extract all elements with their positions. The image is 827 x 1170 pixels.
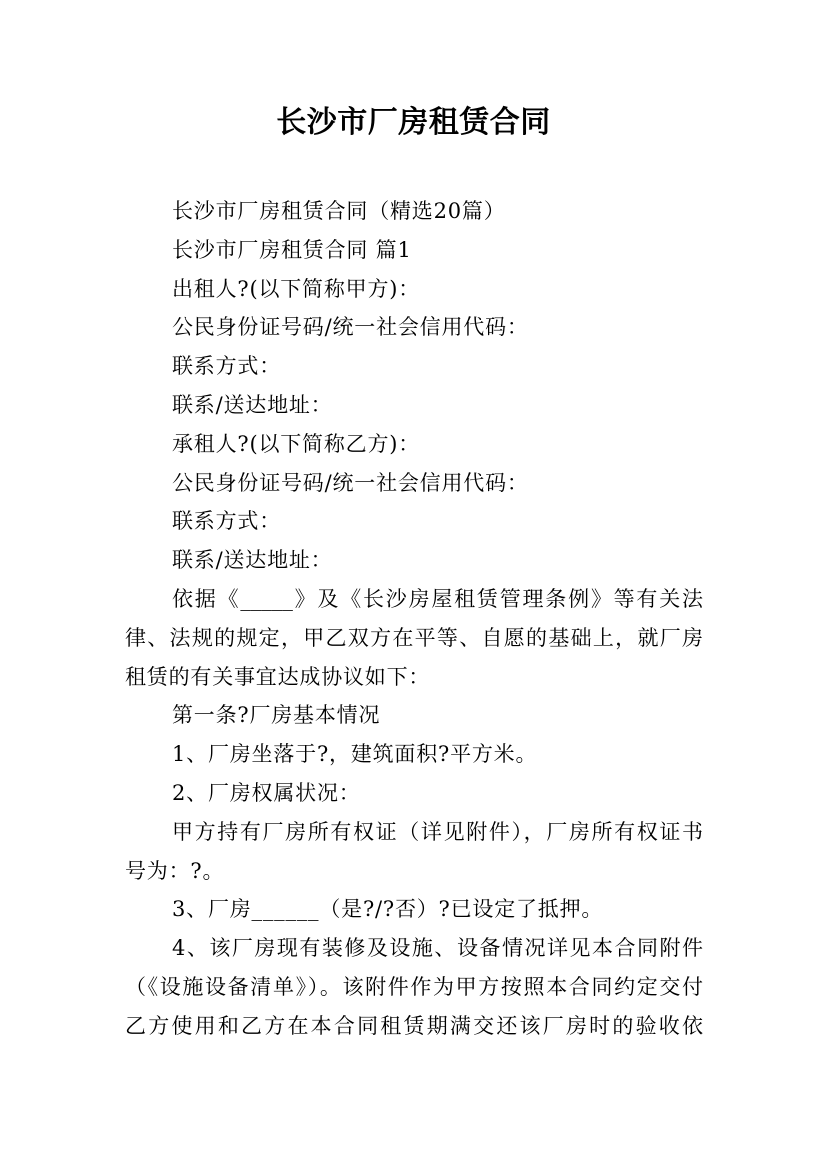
paragraph-article-heading [125,231,703,270]
item-2-ownership: 2、厂房权属状况： [172,780,361,805]
paragraph-collection-heading [125,192,703,231]
item-4-line: 乙方使用和乙方在本合同租赁期满交还该厂房时的验收依 [125,1013,703,1038]
lessor-address-label: 联系/送达地址： [172,392,333,417]
preamble-line: 律、法规的规定，甲乙双方在平等、自愿的基础上，就厂房 [125,625,703,650]
preamble-line: 依据《_____》及《长沙房屋租赁管理条例》等有关法 [172,586,703,611]
paragraph-item-4 [125,929,703,1045]
paragraph-clause-1-heading [125,696,703,735]
lessor-label: 出租人?(以下简称甲方)： [172,276,421,301]
lessee-label: 承租人?(以下简称乙方)： [172,431,421,456]
lessor-id-label: 公民身份证号码/统一社会信用代码： [172,315,529,340]
article-heading-line: 长沙市厂房租赁合同 篇1 [172,237,412,262]
document-body [125,192,703,1046]
lessee-id-label: 公民身份证号码/统一社会信用代码： [172,470,529,495]
ownership-certificate-line: 号为：?。 [125,858,225,883]
paragraph-lessee-id [125,464,703,503]
paragraph-preamble [125,580,703,696]
paragraph-item-1 [125,735,703,774]
lessee-address-label: 联系/送达地址： [172,548,333,573]
collection-heading-line: 长沙市厂房租赁合同（精选20篇） [172,199,506,223]
paragraph-lessee-contact [125,502,703,541]
clause-1-heading: 第一条?厂房基本情况 [172,703,381,728]
paragraph-lessee [125,425,703,464]
paragraph-lessor-address [125,386,703,425]
paragraph-lessor [125,270,703,309]
item-3-mortgage: 3、厂房______（是?/?否）?已设定了抵押。 [172,897,604,922]
paragraph-item-3 [125,890,703,929]
lessee-contact-label: 联系方式： [172,509,281,534]
paragraph-ownership-certificate [125,813,703,891]
paragraph-lessee-address [125,541,703,580]
lessor-contact-label: 联系方式： [172,354,281,379]
item-4-line: （《设施设备清单》）。该附件作为甲方按照本合同约定交付 [125,974,703,999]
paragraph-lessor-id [125,308,703,347]
paragraph-lessor-contact [125,347,703,386]
paragraph-item-2 [125,774,703,813]
document-title: 长沙市厂房租赁合同 [276,105,551,140]
preamble-line: 租赁的有关事宜达成协议如下： [125,664,431,689]
item-4-line: 4、该厂房现有装修及设施、设备情况详见本合同附件 [172,936,703,961]
item-1-location: 1、厂房坐落于?，建筑面积?平方米。 [172,742,538,767]
ownership-certificate-line: 甲方持有厂房所有权证（详见附件），厂房所有权证书 [172,819,703,844]
